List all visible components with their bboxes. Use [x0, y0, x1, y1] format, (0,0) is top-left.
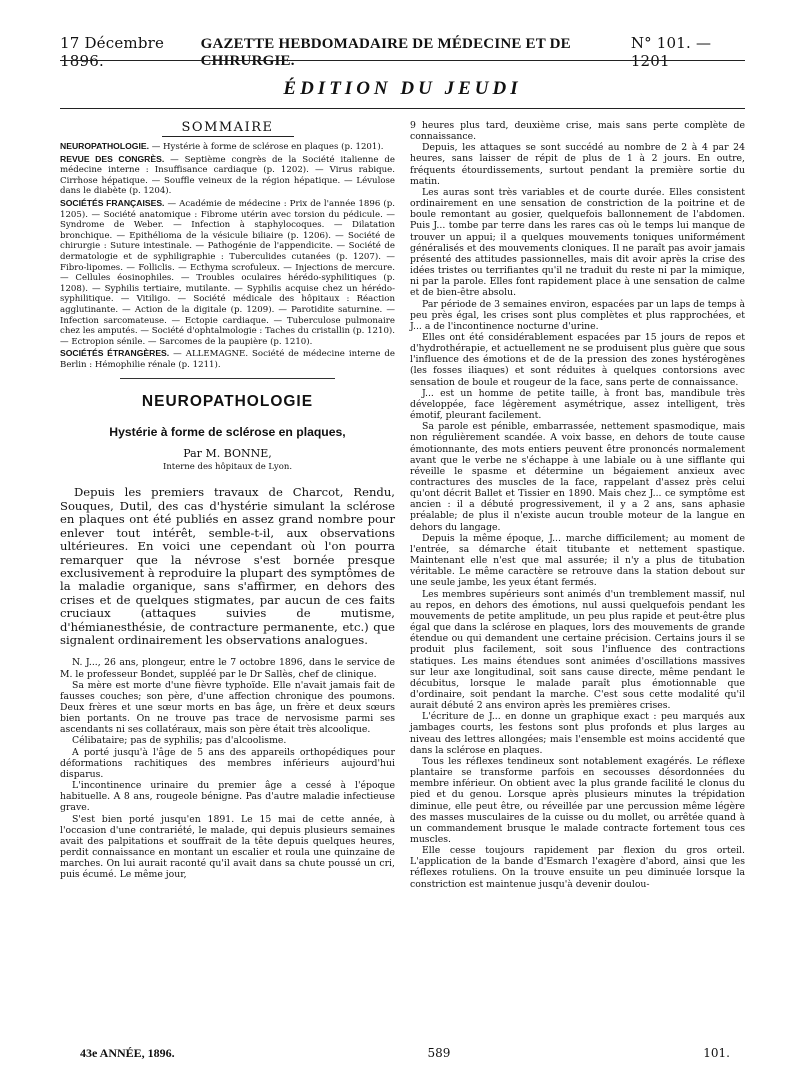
body-paragraph: 9 heures plus tard, deuxième crise, mais sans perte complète de connaissance.: [410, 120, 745, 143]
body-paragraph: Sa parole est pénible, embarrassée, nettement spasmodique, mais non régulièrement scandée. A voix basse, en dehors de toute cause émotionnante, des mots entiers peuvent être prononcés normalement avant que le verbe ne s'échappe à une labiale ou à une sifflante qui réveille le spasme et détermine un bégaiement anxieux avec contractures des muscles de la face, rappelant d'assez près celui qu'ont décrit Ballet et Tissier en 1890. Mais chez J... ce symptôme est ancien : il a débuté progressivement, il y a 2 ans, sans aphasie préalable; de plus il n'existe aucun trouble moteur de la langue en dehors du langage.: [410, 421, 745, 533]
edition-rule: [60, 108, 745, 109]
body-paragraph: A porté jusqu'à l'âge de 5 ans des appareils orthopédiques pour déformations rachitiques des membres inférieurs aujourd'hui disparus.: [60, 746, 395, 780]
issue-date: 17 Décembre 1896.: [60, 34, 165, 70]
rubric-heading: NEUROPATHOLOGIE: [141, 393, 314, 411]
body-paragraph: L'écriture de J... en donne un graphique exact : peu marqués aux jambages courts, les festons sont plus profonds et plus larges au niveau des lettres allongées; mais l'ensemble est moins accidenté que dans la sclérose en plaques.: [410, 711, 745, 756]
section-divider: [120, 378, 335, 379]
sommaire-heading: SOMMAIRE: [60, 120, 395, 135]
body-paragraph: Tous les réflexes tendineux sont notablement exagérés. Le réflexe plantaire se transforme parfois en secousses désordonnées du membre inférieur. On obtient avec la plus grande facilité le clonus du pied et du genou. Lorsque après plusieurs minutes la trépidation diminue, elle peut être, ou réveillée par une percussion même légère des masses musculaires de la cuisse ou du mollet, ou arrêtée quand à un commandement brusque le malade contracte fortement tous ces muscles.: [410, 755, 745, 845]
right-column: [410, 120, 745, 890]
article-title: Hystérie à forme de sclérose en plaques,: [109, 425, 346, 440]
body-paragraph: Célibataire; pas de syphilis; pas d'alcoolisme.: [72, 735, 287, 747]
body-paragraph: S'est bien porté jusqu'en 1891. Le 15 mai de cette année, à l'occasion d'une contrariété, le malade, qui depuis plusieurs semaines avait des palpitations et souffrait de la tête depuis quelques heures, perdit connaissance en montant un escalier et roula une quinzaine de marches. On lui aurait raconté qu'il avait dans sa chute poussé un cri, puis écumé. Le même jour,: [60, 813, 395, 881]
article-author: Par M. BONNE,: [183, 447, 272, 461]
body-paragraph: N. J..., 26 ans, plongeur, entre le 7 octobre 1896, dans le service de M. le professeur Bondet, suppléé par le Dr Sallès, chef de clinique.: [60, 657, 395, 680]
left-body: [60, 657, 395, 880]
sommaire-entry: REVUE DES CONGRÈS. — Septième congrès de la Société italienne de médecine interne : Insuffisance cardiaque (p. 1202). — Virus rabique. Cirrhose hépatique. — Souffle veineux de la région hépatique. — Lévulose dans le diabète (p. 1204).: [60, 153, 395, 197]
body-paragraph: Les membres supérieurs sont animés d'un tremblement massif, nul au repos, en dehors des émotions, nul aussi quelquefois pendant les mouvements de petite amplitude, un peu plus rapide et peut-être plus égal que dans la sclérose en plaques, lors des mouvements de grande étendue ou qui demandent une certaine précision. Certains jours il se produit plus facilement, soit sous l'influence des contractions statiques. Les mains étendues sont animées d'oscillations massives sur leur axe longitudinal, soit sans cause directe, même pendant le décubitus, lorsque le malade paraît plus émotionnable que d'ordinaire, soit pendant la marche. C'est sous cette modalité qu'il aurait débuté 2 ans environ après les premières crises.: [410, 588, 745, 712]
sheet-number: 101.: [703, 1046, 730, 1060]
body-paragraph: Elle cesse toujours rapidement par flexion du gros orteil. L'application de la bande d'Esmarch l'exagère d'abord, ainsi que les réflexes rotuliens. On la trouve ensuite un peu diminuée lorsque la constriction est maintenue jusqu'à devenir doulou-: [410, 845, 745, 890]
running-header: [60, 34, 745, 70]
sommaire-entry: NEUROPATHOLOGIE. — Hystérie à forme de sclérose en plaques (p. 1201).: [60, 141, 384, 152]
volume-year: 43e ANNÉE, 1896.: [80, 1046, 175, 1060]
header-rule: [60, 60, 745, 61]
body-paragraph: J... est un homme de petite taille, à front bas, mandibule très développée, face légèrement asymétrique, assez intelligent, très émotif, pleurant facilement.: [410, 387, 745, 422]
body-paragraph: Depuis, les attaques se sont succédé au nombre de 2 à 4 par 24 heures, sans laisser de répit de plus de 1 à 2 jours. En outre, fréquents étourdissements, surtout pendant la première sortie du matin.: [410, 142, 745, 187]
sommaire-entry: SOCIÉTÉS ÉTRANGÈRES. — ALLEMAGNE. Société de médecine interne de Berlin : Hémophilie rénale (p. 1211).: [60, 348, 395, 370]
author-affiliation: Interne des hôpitaux de Lyon.: [162, 462, 293, 473]
edition-banner: ÉDITION DU JEUDI: [283, 78, 522, 99]
page-footer: [80, 1046, 730, 1061]
left-column: [60, 120, 395, 880]
body-paragraph: Depuis la même époque, J... marche difficilement; au moment de l'entrée, sa démarche était titubante et nettement spastique. Maintenant elle n'est que mal assurée; il n'y a plus de titubation véritable. Le même caractère se retrouve dans la station debout sur une seule jambe, les yeux étant fermés.: [410, 532, 745, 589]
body-paragraph: Par période de 3 semaines environ, espacées par un laps de temps à peu près égal, les crises sont plus complètes et plus rapprochées, et J... a de l'incontinence nocturne d'urine.: [410, 298, 745, 332]
body-paragraph: Sa mère est morte d'une fièvre typhoïde. Elle n'avait jamais fait de fausses couches; son père, d'une affection chronique des poumons. Deux frères et une sœur morts en bas âge, un frère et deux sœurs bien portants. On ne trouve pas trace de nervosisme parmi ses ascendants ni ses collatéraux, mais son père était très alcoolique.: [60, 679, 395, 736]
article-lead: Depuis les premiers travaux de Charcot, Rendu, Souques, Dutil, des cas d'hystérie simulant la sclérose en plaques ont été publiés en assez grand nombre pour enlever tout intérêt, semble-t-il, aux observations ultérieures. En voici une cependant où l'on pourra remarquer que la névrose s'est bornée presque exclusivement à reproduire la plupart des symptômes de la maladie organique, sans s'affirmer, en dehors des crises et de quelques stigmates, par aucun de ces faits cruciaux (attaques suivies de mutisme, d'hémianesthésie, de contracture permanente, etc.) que signalent ordinairement les observations analogues.: [60, 485, 395, 647]
body-paragraph: Elles ont été considérablement espacées par 15 jours de repos et d'hydrothérapie, et actuellement ne se produisent plus guère que sous l'influence des émotions et de de la pression des zones hystérogènes (les fosses iliaques) et sont réduites à quelques contorsions avec sensation de boule et rougeur de la face, sans perte de connaissance.: [410, 331, 745, 388]
body-paragraph: Les auras sont très variables et de courte durée. Elles consistent ordinairement en une sensation de constriction de la poitrine et de boule remontant au gosier, quelquefois ballonnement de l'abdomen. Puis J... tombe par terre dans les rares cas où le temps lui manque de trouver un appui; il a quelques mouvements toniques uniformément généralisés et des mouvements cloniques. Il ne paraît pas avoir jamais présenté des attitudes passionnelles, mais dit avoir après la crise des idées tristes ou terrifiantes qu'il ne traduit du reste ni par la mimique, ni par la parole. Elles font rapidement place à une sensation de calme et de bien-être absolu.: [410, 186, 745, 299]
journal-title: GAZETTE HEBDOMADAIRE DE MÉDECINE ET DE CHIRURGIE.: [200, 36, 571, 69]
sommaire-list: [60, 141, 395, 370]
sommaire-entry: SOCIÉTÉS FRANÇAISES. — Académie de médecine : Prix de l'année 1896 (p. 1205). — Société anatomique : Fibrome utérin avec torsion du pédicule. — Syndrome de Weber. — Infection à staphylocoques. — Dilatation bronchique. — Epithélioma de la vésicule biliaire (p. 1206). — Société de chirurgie : Suture intestinale. — Pathogénie de l'appendicite. — Société de dermatologie et de syphiligraphie : Tuberculides cutanées (p. 1207). — Fibro-lipomes. — Folliclis. — Ecthyma scrofuleux. — Injections de mercure. — Cellules éosinophiles. — Troubles oculaires hérédo-syphilitiques (p. 1208). — Syphilis tertiaire, mutilante. — Syphilis acquise chez un hérédo-syphilitique. — Vitiligo. — Société médicale des hôpitaux : Réaction agglutinante. — Action de la digitale (p. 1209). — Parotidite saturnine. — Infection sarcomateuse. — Ectopie cardiaque. — Tuberculose pulmonaire chez les amputés. — Société d'ophtalmologie : Taches du cristallin (p. 1210). — Ectropion sénile. — Sarcomes de la paupière (p. 1210).: [60, 197, 396, 347]
body-paragraph: L'incontinence urinaire du premier âge a cessé à l'époque habituelle. A 8 ans, rougeole bénigne. Pas d'autre maladie infectieuse grave.: [60, 780, 395, 814]
issue-number: N° 101. — 1201: [630, 34, 712, 70]
page-number: 589: [427, 1046, 451, 1060]
